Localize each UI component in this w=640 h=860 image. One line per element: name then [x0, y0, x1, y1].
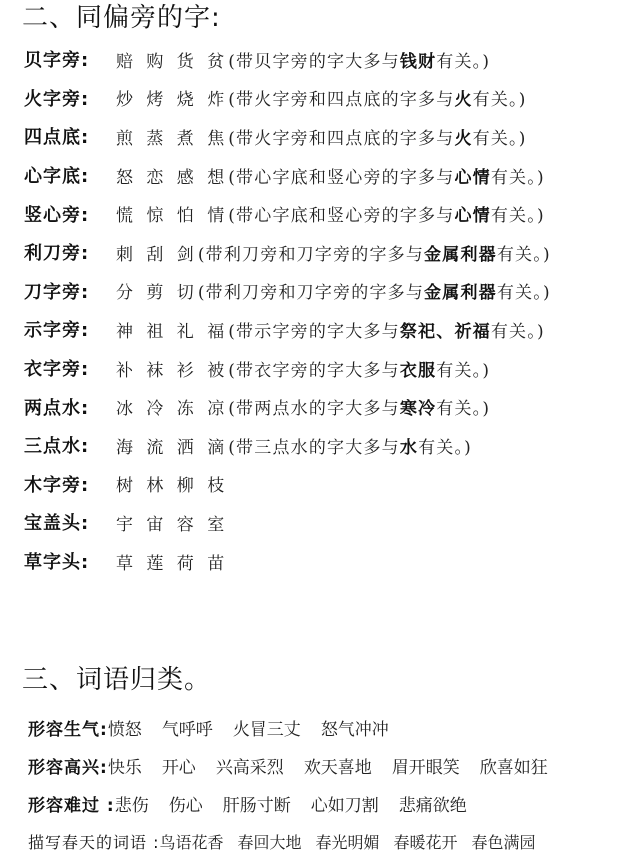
radical-meaning-note	[228, 124, 526, 149]
radical-example-chars: 怒 恋 感 想	[116, 167, 229, 188]
note-keyword: 火	[454, 90, 473, 111]
radical-meaning-note	[228, 394, 490, 419]
radical-example-chars: 补 袜 衫 被	[116, 360, 229, 381]
word-group-row	[28, 708, 638, 746]
radical-name: 四点底:	[24, 127, 90, 149]
radical-meaning-note	[228, 433, 472, 458]
note-text: 有关。)	[496, 283, 551, 304]
word-item: 伤心	[168, 795, 203, 816]
section-heading-radicals: 二、同偏旁的字:	[22, 3, 221, 33]
note-text: 有关。)	[436, 360, 491, 381]
note-text: 有关。)	[418, 437, 472, 458]
word-item: 悲痛欲绝	[398, 795, 467, 816]
radical-meaning-note	[228, 356, 490, 381]
word-group-row	[28, 822, 638, 860]
radical-row	[24, 156, 634, 195]
radical-name: 火字旁:	[24, 88, 90, 110]
word-item: 心如刀割	[310, 795, 379, 816]
radical-name: 刀字旁:	[24, 281, 90, 303]
note-text: (带三点水的字大多与	[228, 437, 400, 458]
note-text: 有关。)	[490, 167, 545, 188]
radical-meaning-note	[228, 85, 526, 110]
note-text: (带衣字旁的字大多与	[228, 360, 400, 381]
radical-row	[24, 503, 634, 542]
word-group-category: 形容高兴:	[28, 757, 108, 778]
note-text: (带贝字旁的字大多与	[228, 51, 400, 72]
radical-row	[24, 426, 634, 465]
note-keyword: 祭祀、祈福	[399, 321, 491, 342]
radical-name: 木字旁:	[24, 474, 90, 496]
word-item: 春回大地	[237, 832, 302, 852]
radical-example-chars: 树 林 柳 枝	[116, 476, 229, 497]
radical-name: 宝盖头:	[24, 513, 90, 535]
radical-row	[24, 233, 634, 272]
radical-meaning-note	[228, 317, 545, 342]
radical-row	[24, 40, 634, 79]
note-text: (带利刀旁和刀字旁的字多与	[197, 244, 425, 265]
note-keyword: 心情	[454, 206, 491, 227]
radical-meaning-note	[228, 201, 545, 226]
radical-row	[24, 465, 634, 504]
radical-example-chars: 慌 惊 怕 情	[116, 206, 229, 227]
radical-name: 衣字旁:	[24, 359, 90, 381]
word-group-list	[28, 708, 638, 860]
word-item: 开心	[161, 757, 196, 778]
radical-row	[24, 310, 634, 349]
word-item: 春光明媚	[315, 832, 380, 852]
radical-row	[24, 349, 634, 388]
note-text: 有关。)	[472, 90, 527, 111]
note-text: 有关。)	[472, 128, 527, 149]
radical-row	[24, 272, 634, 311]
note-text: (带利刀旁和刀字旁的字多与	[197, 283, 425, 304]
radical-row	[24, 194, 634, 233]
note-text: 有关。)	[436, 51, 491, 72]
word-item: 春色满园	[471, 832, 536, 852]
radical-name: 示字旁:	[24, 320, 90, 342]
word-item: 火冒三丈	[232, 719, 301, 740]
radical-example-chars: 赔 购 货 贫	[116, 51, 229, 72]
note-keyword: 寒冷	[399, 399, 437, 420]
note-text: (带心字底和竖心旁的字多与	[228, 167, 455, 188]
note-keyword: 钱财	[399, 51, 437, 72]
word-group-row	[28, 746, 638, 784]
word-group-category: 描写春天的词语 :	[28, 832, 160, 852]
note-text: 有关。)	[496, 244, 551, 265]
note-keyword: 金属利器	[424, 283, 497, 304]
word-item: 兴高采烈	[215, 757, 284, 778]
note-keyword: 火	[454, 128, 473, 149]
note-text: 有关。)	[490, 206, 545, 227]
radical-name: 竖心旁:	[24, 204, 90, 226]
radical-example-chars: 宇 宙 容 室	[116, 514, 229, 535]
note-text: (带火字旁和四点底的字多与	[228, 90, 455, 111]
note-keyword: 心情	[454, 167, 491, 188]
word-item: 鸟语花香	[159, 832, 224, 852]
radical-row	[24, 542, 634, 581]
word-item: 欢天喜地	[303, 757, 372, 778]
radical-row	[24, 117, 634, 156]
word-item: 悲伤	[114, 795, 149, 816]
section-heading-word-groups: 三、词语归类。	[22, 665, 212, 695]
word-group-category: 形容生气:	[28, 719, 108, 740]
radical-example-chars: 海 流 洒 滴	[116, 437, 229, 458]
radical-example-chars: 神 祖 礼 福	[116, 321, 229, 342]
word-group-row	[28, 784, 638, 822]
word-item: 春暖花开	[393, 832, 458, 852]
word-item: 气呼呼	[161, 719, 213, 740]
radical-example-chars: 刺 刮 剑	[116, 244, 198, 265]
word-item: 怒气冲冲	[320, 719, 389, 740]
radical-meaning-note	[198, 278, 551, 303]
note-text: (带心字底和竖心旁的字多与	[228, 206, 455, 227]
note-text: 有关。)	[436, 399, 491, 420]
radical-row	[24, 79, 634, 118]
word-item: 眉开眼笑	[391, 757, 460, 778]
note-text: (带两点水的字大多与	[228, 399, 400, 420]
word-item: 欣喜如狂	[479, 757, 548, 778]
radical-name: 贝字旁:	[24, 50, 90, 72]
radical-meaning-note	[228, 163, 545, 188]
word-item: 快乐	[107, 757, 142, 778]
radical-meaning-note	[228, 47, 490, 72]
word-group-category: 形容难过 :	[28, 795, 115, 816]
word-item: 肝肠寸断	[222, 795, 291, 816]
radical-row	[24, 387, 634, 426]
radical-name: 利刀旁:	[24, 243, 90, 265]
note-text: (带示字旁的字大多与	[228, 321, 400, 342]
radical-example-chars: 分 剪 切	[116, 283, 198, 304]
radical-example-chars: 炒 烤 烧 炸	[116, 90, 229, 111]
radical-example-chars: 煎 蒸 煮 焦	[116, 128, 229, 149]
note-text: (带火字旁和四点底的字多与	[228, 128, 455, 149]
radical-example-chars: 草 莲 荷 苗	[116, 553, 229, 574]
note-keyword: 水	[399, 437, 419, 458]
radical-meaning-note	[198, 240, 551, 265]
word-item: 愤怒	[107, 719, 142, 740]
radical-example-chars: 冰 冷 冻 凉	[116, 399, 229, 420]
radical-name: 草字头:	[24, 552, 90, 574]
note-keyword: 衣服	[399, 360, 437, 381]
radical-name: 心字底:	[24, 166, 90, 188]
note-text: 有关。)	[490, 321, 545, 342]
radical-list	[24, 40, 634, 580]
note-keyword: 金属利器	[424, 244, 497, 265]
radical-name: 三点水:	[24, 436, 90, 458]
radical-name: 两点水:	[24, 397, 90, 419]
